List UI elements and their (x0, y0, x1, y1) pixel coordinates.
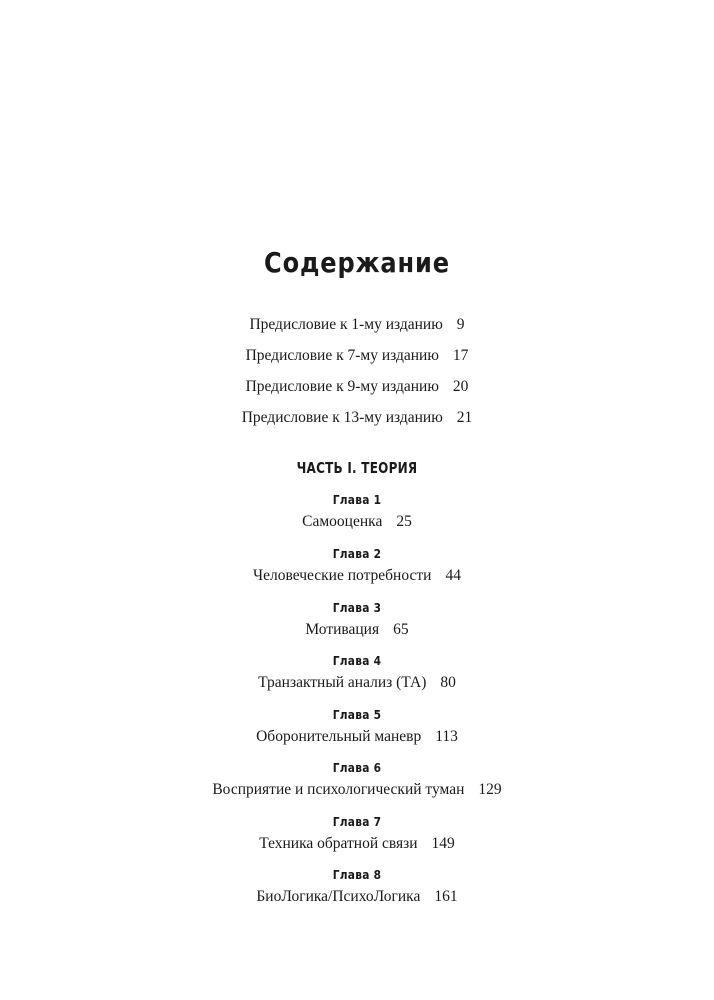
toc-entry-chapter-4[interactable] (0, 674, 714, 692)
toc-entry-page: 113 (435, 728, 458, 745)
toc-entry-label: Человеческие потребности (253, 567, 432, 584)
chapter-label: Глава 5 (332, 707, 382, 722)
chapter-label: Глава 7 (332, 814, 382, 829)
toc-entry-label: Техника обратной связи (259, 835, 418, 852)
toc-entry-chapter-5[interactable] (0, 728, 714, 746)
toc-entry-label: БиоЛогика/ПсихоЛогика (256, 888, 421, 905)
page-title: Содержание (264, 246, 450, 279)
chapter-label: Глава 1 (332, 492, 382, 507)
toc-entry-page: 17 (452, 347, 469, 364)
toc-entry-page: 80 (440, 674, 456, 691)
toc-entry-page: 9 (456, 316, 465, 333)
toc-entry-page: 129 (478, 781, 502, 798)
toc-entry-chapter-3[interactable] (0, 621, 714, 639)
chapter-label: Глава 6 (332, 760, 382, 775)
toc-entry-page: 65 (393, 621, 409, 638)
toc-entry-page: 20 (452, 378, 469, 395)
toc-entry-preface-9[interactable] (0, 378, 714, 396)
toc-entry-label: Мотивация (305, 621, 380, 638)
part-heading: ЧАСТЬ I. ТЕОРИЯ (296, 459, 418, 477)
toc-entry-label: Самооценка (302, 513, 383, 530)
chapter-label: Глава 8 (332, 867, 382, 882)
toc-entry-label: Восприятие и психологический туман (212, 781, 465, 798)
toc-entry-preface-13[interactable] (0, 409, 714, 427)
toc-entry-label: Оборонительный маневр (256, 728, 422, 745)
toc-entry-preface-7[interactable] (0, 347, 714, 365)
toc-entry-chapter-7[interactable] (0, 835, 714, 853)
chapter-label: Глава 2 (332, 546, 382, 561)
toc-entry-chapter-1[interactable] (0, 513, 714, 531)
toc-entry-page: 25 (396, 513, 412, 530)
toc-entry-page: 44 (445, 567, 461, 584)
toc-entry-label: Предисловие к 13-му изданию (241, 409, 443, 426)
toc-entry-page: 21 (456, 409, 473, 426)
toc-entry-label: Транзактный анализ (ТА) (258, 674, 427, 691)
toc-entry-page: 161 (434, 888, 458, 905)
toc-entry-page: 149 (431, 835, 455, 852)
toc-entry-label: Предисловие к 7-му изданию (245, 347, 439, 364)
toc-entry-chapter-6[interactable] (0, 781, 714, 799)
toc-entry-label: Предисловие к 1-му изданию (249, 316, 443, 333)
chapter-label: Глава 4 (332, 653, 382, 668)
toc-entry-preface-1[interactable] (0, 316, 714, 334)
toc-entry-chapter-2[interactable] (0, 567, 714, 585)
toc-entry-label: Предисловие к 9-му изданию (245, 378, 439, 395)
toc-entry-chapter-8[interactable] (0, 888, 714, 906)
chapter-label: Глава 3 (332, 600, 382, 615)
